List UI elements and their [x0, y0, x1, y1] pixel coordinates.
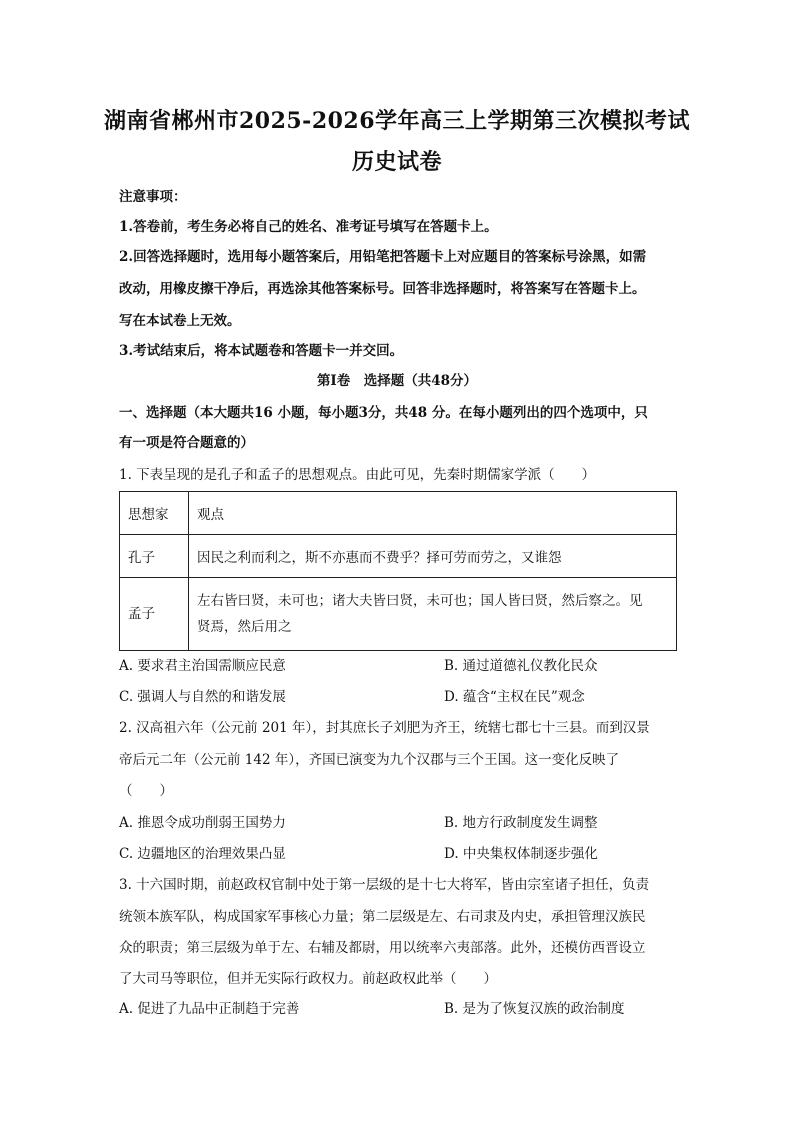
- table-cell: 孟子: [120, 578, 189, 651]
- question-3-stem-line-4: 了大司马等职位，但并无实际行政权力。前赵政权此举（ ）: [119, 971, 497, 987]
- question-1-table: [119, 491, 677, 651]
- notice-item-3: 3.考试结束后，将本试题卷和答题卡一并交回。: [119, 343, 404, 359]
- notice-item-1: 1.答卷前，考生务必将自己的姓名、准考证号填写在答题卡上。: [119, 219, 498, 235]
- table-header-cell: 思想家: [120, 492, 189, 535]
- question-2-stem-line-2: 帝后元二年（公元前 142 年），齐国已演变为九个汉郡与三个王国。这一变化反映了: [119, 752, 620, 768]
- table-cell: 因民之利而利之，斯不亦惠而不费乎？择可劳而劳之，又谁怨: [189, 535, 677, 578]
- question-1-option-b: B. 通过道德礼仪教化民众: [444, 658, 598, 674]
- exam-title: 湖南省郴州市2025-2026学年高三上学期第三次模拟考试: [103, 108, 691, 134]
- question-2-stem-line-3: （ ）: [119, 783, 173, 799]
- question-3-stem-line-2: 统领本族军队，构成国家军事核心力量；第二层级是左、右司隶及内史，承担管理汉族民: [119, 909, 646, 925]
- exam-subtitle: 历史试卷: [351, 149, 442, 175]
- table-row: [120, 535, 677, 578]
- table-row: [120, 578, 677, 651]
- table-cell-line: 贤焉，然后用之: [197, 619, 292, 635]
- notice-item-2-line-2: 改动，用橡皮擦干净后，再选涂其他答案标号。回答非选择题时，将答案写在答题卡上。: [119, 281, 646, 297]
- notice-heading: 注意事项：: [119, 189, 187, 205]
- table-header-row: [120, 492, 677, 535]
- question-2-stem-line-1: 2. 汉高祖六年（公元前 201 年），封其庶长子刘肥为齐王，统辖七郡七十三县。而到汉景: [119, 720, 650, 736]
- notice-item-2-line-1: 2.回答选择题时，选用每小题答案后，用铅笔把答题卡上对应题目的答案标号涂黑，如需: [119, 249, 647, 265]
- question-1-option-c: C. 强调人与自然的和谐发展: [119, 689, 286, 705]
- question-1-stem: 1. 下表呈现的是孔子和孟子的思想观点。由此可见，先秦时期儒家学派（ ）: [119, 467, 596, 483]
- question-2-option-c: C. 边疆地区的治理效果凸显: [119, 846, 286, 862]
- question-3-stem-line-3: 众的职责；第三层级为单于左、右辅及都尉，用以统率六夷部落。此外，还模仿西晋设立: [119, 940, 646, 956]
- table-cell-line: 左右皆曰贤，未可也；诸大夫皆曰贤，未可也；国人皆曰贤，然后察之。见: [197, 593, 643, 609]
- question-1-option-d: D. 蕴含“主权在民”观念: [444, 689, 585, 705]
- question-1-option-a: A. 要求君主治国需顺应民意: [119, 658, 286, 674]
- section-intro-line-1: 一、选择题（本大题共16 小题，每小题3分，共48 分。在每小题列出的四个选项中，只: [119, 405, 648, 421]
- section-intro-line-2: 有一项是符合题意的）: [119, 435, 254, 451]
- question-2-option-a: A. 推恩令成功削弱王国势力: [119, 815, 286, 831]
- question-2-option-d: D. 中央集权体制逐步强化: [444, 846, 598, 862]
- question-3-stem-line-1: 3. 十六国时期，前赵政权官制中处于第一层级的是十七大将军，皆由宗室诸子担任，负责: [119, 877, 650, 893]
- question-2-option-b: B. 地方行政制度发生调整: [444, 815, 598, 831]
- table-cell: 孔子: [120, 535, 189, 578]
- table-cell: [189, 578, 677, 651]
- question-3-option-b: B. 是为了恢复汉族的政治制度: [444, 1001, 625, 1017]
- notice-item-2-line-3: 写在本试卷上无效。: [119, 313, 241, 329]
- section-title: 第Ⅰ卷 选择题（共48分）: [316, 373, 478, 389]
- question-3-option-a: A. 促进了九品中正制趋于完善: [119, 1001, 300, 1017]
- table-header-cell: 观点: [189, 492, 677, 535]
